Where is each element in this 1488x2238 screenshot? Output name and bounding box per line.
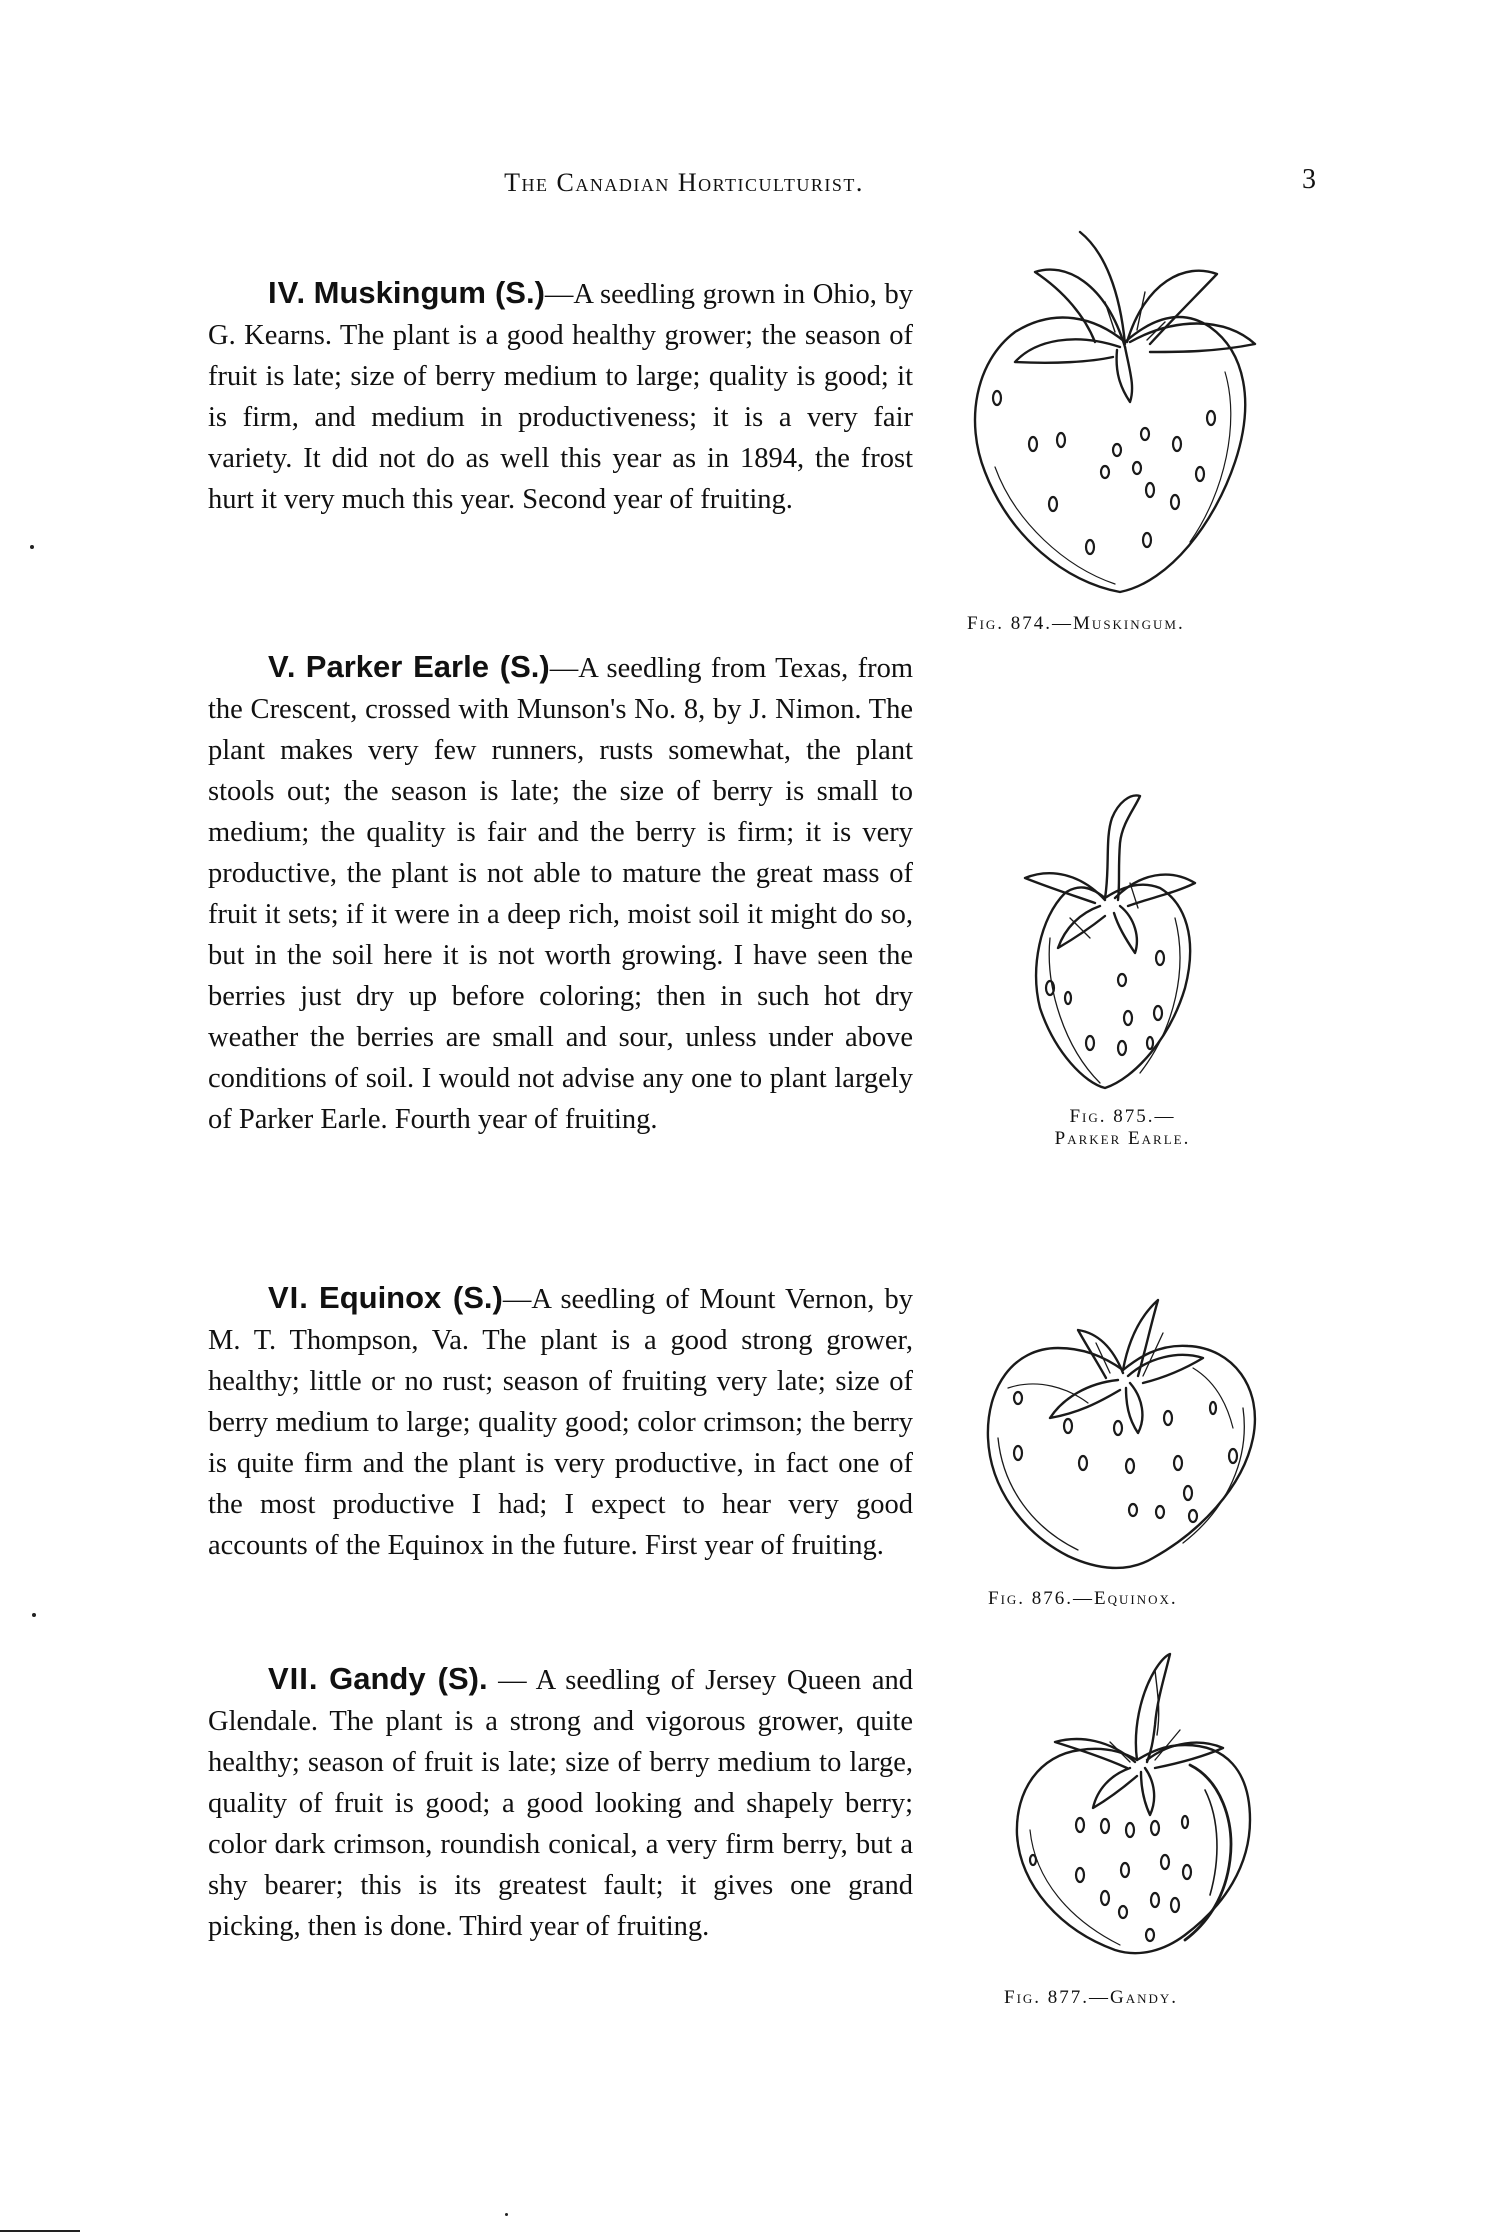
variety-name: Muskingum (S.) [313,275,545,310]
figure-caption: Fig. 874.—Muskingum. [967,613,1185,634]
figure-parker-earle [1010,788,1220,1093]
variety-name: Gandy (S). [329,1661,488,1696]
entry-gandy [208,1658,913,1947]
strawberry-illustration [1005,1650,1265,1970]
strawberry-illustration [955,222,1285,612]
running-title: The Canadian Horticulturist. [504,168,864,197]
strawberry-illustration [978,1288,1268,1578]
entry-numeral: V. [268,649,297,684]
figure-caption: Fig. 877.—Gandy. [1004,1987,1179,2008]
figure-equinox [978,1288,1268,1578]
scan-speck [32,1613,36,1617]
entry-numeral: VI. [268,1280,309,1315]
running-head [0,168,1488,198]
entry-muskingum [208,272,913,520]
figure-muskingum [955,222,1285,612]
strawberry-illustration [1010,788,1220,1093]
figure-caption-line: Fig. 875.— [1069,1106,1176,1127]
entry-numeral: VII. [268,1661,319,1696]
entry-text: —A seedling from Texas, from the Crescent, crossed with Munson's No. 8, by J. Nimon. The plant makes very few runners, rusts somewhat, the plant stools out; the season is late; the size of berry is small to medium; the quality is fair and the berry is firm; it is very productive, the plant is not able to mature the great mass of fruit it sets; if it were in a deep rich, moist soil it might do so, but in the soil here it is not worth growing. I have seen the berries just dry up before coloring; then in such hot dry weather the berries are small and sour, unless under above conditions of soil. I would not advise any one to plant largely of Parker Earle. Fourth year of fruiting. [208,653,913,1135]
variety-name: Equinox (S.) [319,1280,503,1315]
entry-numeral: IV. [268,275,307,310]
figure-caption: Fig. 876.—Equinox. [988,1588,1178,1609]
entry-equinox [208,1277,913,1566]
entry-text: —A seedling of Mount Vernon, by M. T. Thompson, Va. The plant is a good strong grower, healthy; little or no rust; season of fruiting very late; size of berry medium to large; quality good; color crimson; the berry is quite firm and the plant is very productive, in fact one of the most productive I had; I expect to hear very good accounts of the Equinox in the future. First year of fruiting. [208,1284,914,1561]
entry-text: —A seedling grown in Ohio, by G. Kearns. The plant is a good healthy grower; the season of fruit is late; size of berry medium to large; quality is good; it is firm, and medium in productiveness; it is a very fair variety. It did not do as well this year as in 1894, the frost hurt it very much this year. Second year of fruiting. [208,279,914,515]
entry-text: — A seedling of Jersey Queen and Glendale. The plant is a strong and vigorous grower, quite healthy; season of fruit is late; size of berry medium to large, quality of fruit is good; a good looking and shapely berry; color dark crimson, roundish conical, a very firm berry, but a shy bearer; this is its greatest fault; it gives one grand picking, then is done. Third year of fruiting. [208,1665,913,1942]
scan-edge-line [0,2230,80,2232]
figure-gandy [1005,1650,1265,1970]
scan-speck [30,545,34,549]
figure-caption [1010,1106,1235,1150]
entry-parker-earle [208,646,913,1140]
figure-caption-line: Parker Earle. [1054,1128,1191,1149]
page-number: 3 [1302,164,1316,195]
scan-speck [505,2213,508,2216]
variety-name: Parker Earle (S.) [305,649,550,684]
